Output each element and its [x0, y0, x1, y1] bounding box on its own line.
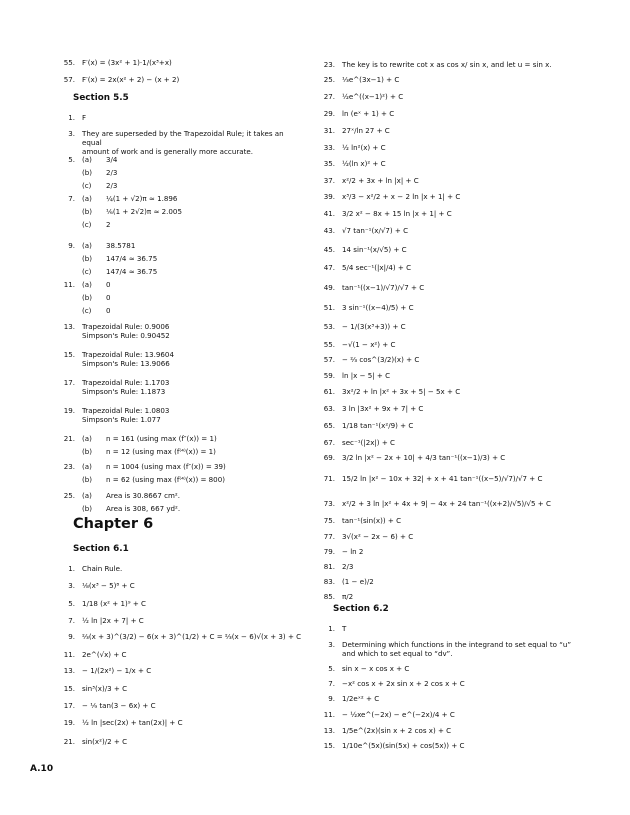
answer-number: 69.	[323, 453, 335, 462]
answer-number: 3.	[68, 129, 75, 138]
subpart-label: (b)	[82, 168, 93, 177]
answer-text: tan⁻¹(sin(x)) + C	[342, 516, 402, 525]
answer-text: ½e^((x−1)²) + C	[342, 92, 404, 101]
answer-text: 1/18 (x² + 1)⁹ + C	[82, 599, 146, 608]
answer-number: 3.	[68, 581, 75, 590]
answer-text: 3 ln |3x² + 9x + 7| + C	[342, 404, 424, 413]
answer-number: 53.	[323, 322, 335, 331]
answer-number: 5.	[328, 664, 335, 673]
answer-text: −√(1 − x²) + C	[342, 340, 396, 349]
subpart-label: (a)	[82, 462, 92, 471]
subpart-text: n = 12 (using max (f⁽⁴⁾(x)) = 1)	[106, 447, 216, 456]
subpart-text: ¼(1 + √2)π ≈ 1.896	[106, 194, 178, 203]
answer-number: 41.	[323, 209, 335, 218]
answer-number: 21.	[63, 737, 75, 746]
subpart-text: 147/4 ≈ 36.75	[106, 267, 158, 276]
chapter-heading: Chapter 6	[73, 516, 154, 532]
answer-number: 25.	[63, 491, 75, 500]
subpart-text: 38.5781	[106, 241, 136, 250]
answer-number: 77.	[323, 532, 335, 541]
subpart-text: 0	[106, 293, 111, 302]
answer-number: 55.	[323, 340, 335, 349]
answer-number: 9.	[68, 632, 75, 641]
answer-number: 47.	[323, 263, 335, 272]
answer-number: 7.	[328, 679, 335, 688]
subpart-text: Area is 308, 667 yd².	[106, 504, 181, 513]
subpart-text: 0	[106, 280, 111, 289]
answer-text: − ⅔ cos^(3/2)(x) + C	[342, 355, 420, 364]
answer-text: Trapezoidal Rule: 1.1703 Simpson's Rule: 1.1873	[82, 378, 170, 396]
subpart-label: (c)	[82, 306, 92, 315]
answer-number: 57.	[323, 355, 335, 364]
answer-text: sec⁻¹(|2x|) + C	[342, 438, 395, 447]
answer-number: 43.	[323, 226, 335, 235]
subpart-text: 2/3	[106, 181, 118, 190]
subpart-label: (b)	[82, 475, 93, 484]
answer-number: 67.	[323, 438, 335, 447]
answer-text: 3 sin⁻¹((x−4)/5) + C	[342, 303, 414, 312]
answer-text: F′(x) = (3x² + 1)·1/(x³+x)	[82, 58, 172, 67]
answer-text: 5/4 sec⁻¹(|x|/4) + C	[342, 263, 412, 272]
answer-text: tan⁻¹((x−1)/√7)/√7 + C	[342, 283, 425, 292]
answer-text: 1/18 tan⁻¹(x²/9) + C	[342, 421, 414, 430]
page-number: A.10	[30, 764, 54, 774]
answer-text: F	[82, 113, 87, 122]
answer-text: 14 sin⁻¹(x/√5) + C	[342, 245, 407, 254]
answer-text: 2e^(√x) + C	[82, 650, 127, 659]
subpart-label: (a)	[82, 434, 92, 443]
answer-text: T	[342, 624, 347, 633]
answer-number: 23.	[63, 462, 75, 471]
answer-number: 1.	[68, 564, 75, 573]
subpart-label: (b)	[82, 504, 93, 513]
answer-number: 83.	[323, 577, 335, 586]
answer-text: − ⅑ tan(3 − 6x) + C	[82, 701, 156, 710]
answer-number: 3.	[328, 640, 335, 649]
subpart-text: n = 62 (using max (f⁽⁴⁾(x)) = 800)	[106, 475, 225, 484]
answer-number: 17.	[63, 378, 75, 387]
answer-number: 31.	[323, 126, 335, 135]
answer-number: 13.	[63, 666, 75, 675]
answer-text: They are superseded by the Trapezoidal Rule; it takes an equal amount of work and is generally more accurate.	[82, 129, 284, 156]
answer-text: −x² cos x + 2x sin x + 2 cos x + C	[342, 679, 465, 688]
answer-text: The key is to rewrite cot x as cos x/ sin x, and let u = sin x.	[342, 60, 552, 69]
subpart-text: 3/4	[106, 155, 118, 164]
answer-number: 33.	[323, 143, 335, 152]
answer-text: 3/2 x² − 8x + 15 ln |x + 1| + C	[342, 209, 452, 218]
answer-number: 57.	[63, 75, 75, 84]
subpart-label: (b)	[82, 447, 93, 456]
answer-text: sin(x²)/2 + C	[82, 737, 128, 746]
answer-number: 7.	[68, 194, 75, 203]
subpart-text: 0	[106, 306, 111, 315]
subpart-label: (a)	[82, 280, 92, 289]
answer-number: 9.	[68, 241, 75, 250]
answer-text: 3√(x² − 2x − 6) + C	[342, 532, 414, 541]
answer-text: 27ˣ/ln 27 + C	[342, 126, 390, 135]
answer-number: 81.	[323, 562, 335, 571]
answer-text: ½ ln²(x) + C	[342, 143, 386, 152]
answer-text: (1 − e)/2	[342, 577, 374, 586]
answer-text: x²/2 + 3x + ln |x| + C	[342, 176, 419, 185]
subpart-label: (c)	[82, 220, 92, 229]
answer-text: 1/2eˣ² + C	[342, 694, 380, 703]
answer-text: F′(x) = 2x(x² + 2) − (x + 2)	[82, 75, 180, 84]
answer-number: 21.	[63, 434, 75, 443]
answer-text: 3/2 ln |x² − 2x + 10| + 4/3 tan⁻¹((x−1)/3) + C	[342, 453, 506, 462]
answer-text: Trapezoidal Rule: 1.0803 Simpson's Rule: 1.077	[82, 406, 170, 424]
answer-number: 27.	[323, 92, 335, 101]
subpart-label: (b)	[82, 293, 93, 302]
answer-text: Trapezoidal Rule: 0.9006 Simpson's Rule: 0.90452	[82, 322, 170, 340]
subpart-text: n = 1004 (using max (f″(x)) = 39)	[106, 462, 226, 471]
answer-number: 19.	[63, 406, 75, 415]
answer-text: ½(ln x)² + C	[342, 159, 386, 168]
answer-number: 61.	[323, 387, 335, 396]
answer-number: 73.	[323, 499, 335, 508]
answer-number: 39.	[323, 192, 335, 201]
section-heading: Section 5.5	[73, 93, 129, 103]
answer-text: 1/5e^(2x)(sin x + 2 cos x) + C	[342, 726, 452, 735]
subpart-label: (a)	[82, 491, 92, 500]
answer-text: Chain Rule.	[82, 564, 123, 573]
answer-number: 37.	[323, 176, 335, 185]
subpart-label: (c)	[82, 267, 92, 276]
answer-number: 1.	[328, 624, 335, 633]
answer-number: 9.	[328, 694, 335, 703]
answer-text: Determining which functions in the integrand to set equal to “u” and which to set equal to “dv”.	[342, 640, 572, 658]
answer-text: 2/3	[342, 562, 354, 571]
answer-text: − ½xe^(−2x) − e^(−2x)/4 + C	[342, 710, 455, 719]
subpart-text: Area is 30.8667 cm².	[106, 491, 180, 500]
answer-number: 55.	[63, 58, 75, 67]
answer-number: 79.	[323, 547, 335, 556]
answer-number: 11.	[63, 280, 75, 289]
answer-number: 71.	[323, 474, 335, 483]
answer-text: 1/10e^(5x)(sin(5x) + cos(5x)) + C	[342, 741, 465, 750]
answer-number: 45.	[323, 245, 335, 254]
answer-text: − 1/(3(x³+3)) + C	[342, 322, 406, 331]
answer-text: x³/3 − x²/2 + x − 2 ln |x + 1| + C	[342, 192, 461, 201]
answer-text: 3x²/2 + ln |x² + 3x + 5| − 5x + C	[342, 387, 461, 396]
subpart-label: (c)	[82, 181, 92, 190]
answer-number: 7.	[68, 616, 75, 625]
answer-text: ⅓e^(3x−1) + C	[342, 75, 400, 84]
answer-text: x²/2 + 3 ln |x² + 4x + 9| − 4x + 24 tan⁻¹((x+2)/√5)/√5 + C	[342, 499, 551, 508]
answer-text: √7 tan⁻¹(x/√7) + C	[342, 226, 409, 235]
section-heading: Section 6.2	[333, 604, 389, 614]
answer-text: sin³(x)/3 + C	[82, 684, 128, 693]
answer-number: 11.	[63, 650, 75, 659]
answer-number: 15.	[63, 684, 75, 693]
subpart-text: 2	[106, 220, 111, 229]
answer-text: − 1/(2x²) − 1/x + C	[82, 666, 152, 675]
subpart-label: (a)	[82, 155, 92, 164]
answer-number: 1.	[68, 113, 75, 122]
answer-number: 25.	[323, 75, 335, 84]
answer-number: 35.	[323, 159, 335, 168]
answer-text: ⅛(x³ − 5)⁸ + C	[82, 581, 135, 590]
answer-number: 11.	[323, 710, 335, 719]
answer-number: 13.	[63, 322, 75, 331]
answer-number: 29.	[323, 109, 335, 118]
subpart-text: ⅙(1 + 2√2)π ≈ 2.005	[106, 207, 182, 216]
answer-number: 85.	[323, 592, 335, 601]
answer-text: ⅔(x + 3)^(3/2) − 6(x + 3)^(1/2) + C = ⅔(x − 6)√(x + 3) + C	[82, 632, 302, 641]
answer-number: 15.	[323, 741, 335, 750]
answer-number: 17.	[63, 701, 75, 710]
answer-text: ½ ln |sec(2x) + tan(2x)| + C	[82, 718, 183, 727]
answer-text: ½ ln |2x + 7| + C	[82, 616, 144, 625]
answer-text: − ln 2	[342, 547, 364, 556]
subpart-label: (b)	[82, 207, 93, 216]
answer-text: π/2	[342, 592, 354, 601]
answer-number: 75.	[323, 516, 335, 525]
subpart-text: n = 161 (using max (f″(x)) = 1)	[106, 434, 217, 443]
answer-number: 23.	[323, 60, 335, 69]
answer-text: ln |x − 5| + C	[342, 371, 391, 380]
answer-text: Trapezoidal Rule: 13.9604 Simpson's Rule: 13.9066	[82, 350, 174, 368]
answer-number: 5.	[68, 599, 75, 608]
answer-number: 13.	[323, 726, 335, 735]
answer-number: 65.	[323, 421, 335, 430]
answer-number: 63.	[323, 404, 335, 413]
subpart-text: 147/4 ≈ 36.75	[106, 254, 158, 263]
subpart-text: 2/3	[106, 168, 118, 177]
answer-number: 59.	[323, 371, 335, 380]
section-heading: Section 6.1	[73, 544, 129, 554]
answer-text: ln (eˣ + 1) + C	[342, 109, 395, 118]
answer-number: 49.	[323, 283, 335, 292]
answer-number: 51.	[323, 303, 335, 312]
subpart-label: (a)	[82, 241, 92, 250]
answer-text: 15/2 ln |x² − 10x + 32| + x + 41 tan⁻¹((x−5)/√7)/√7 + C	[342, 474, 543, 483]
subpart-label: (b)	[82, 254, 93, 263]
answer-number: 5.	[68, 155, 75, 164]
subpart-label: (a)	[82, 194, 92, 203]
answer-text: sin x − x cos x + C	[342, 664, 410, 673]
answer-number: 15.	[63, 350, 75, 359]
answer-number: 19.	[63, 718, 75, 727]
